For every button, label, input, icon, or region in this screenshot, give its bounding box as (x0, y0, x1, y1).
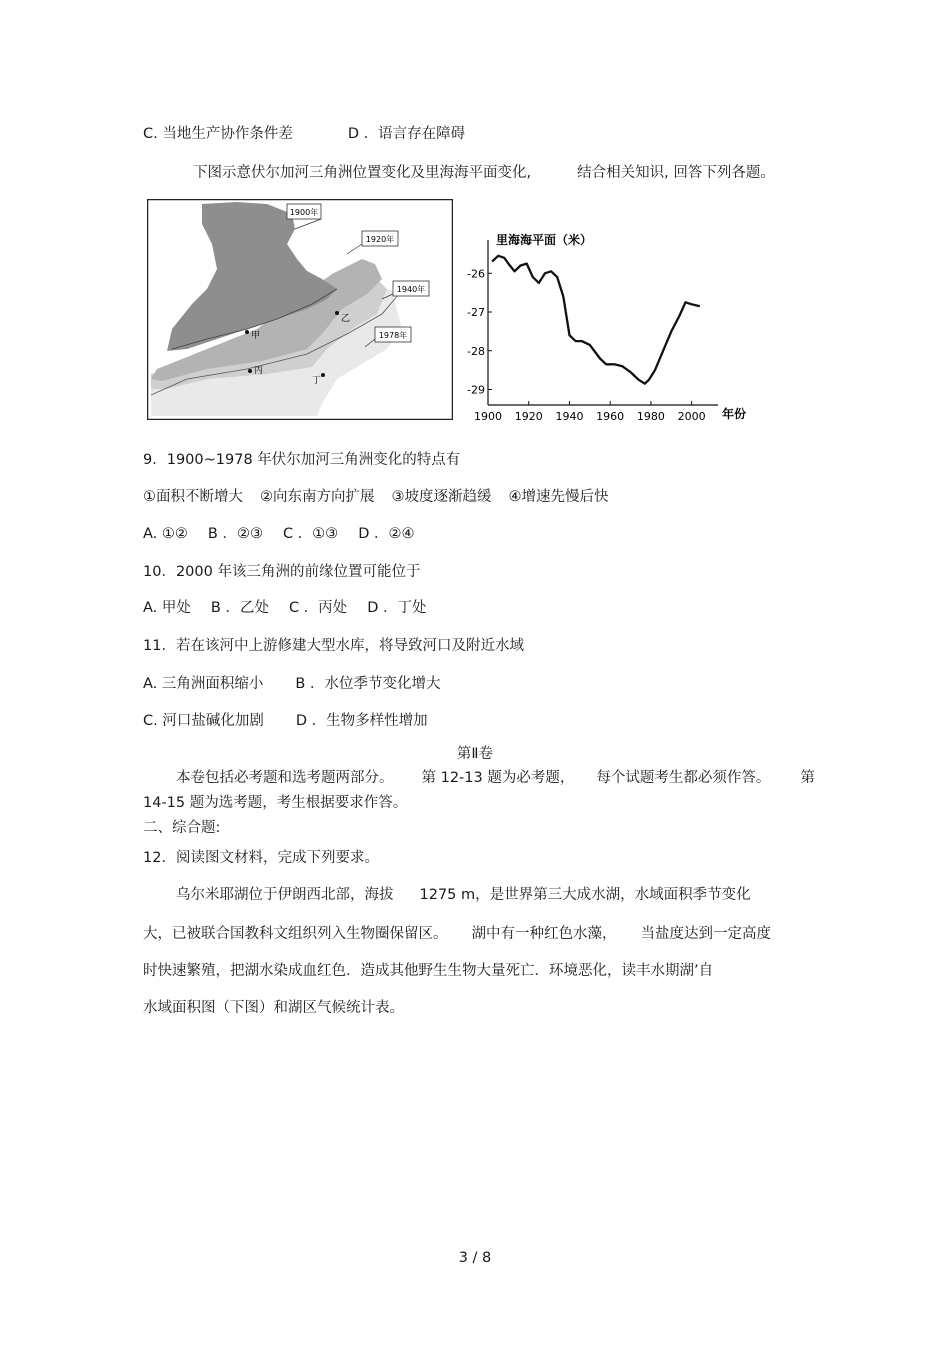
q10-option-d: D ．丁处 (367, 600, 427, 616)
label-1978: 1978年 (378, 331, 408, 340)
q11-stem: 11．若在该河中上游修建大型水库，将导致河口及附近水域 (143, 638, 524, 654)
q9-items (143, 487, 609, 507)
x-axis-label: 年份 (722, 407, 747, 421)
q12-paragraph-line1: 乌尔米耶湖位于伊朗西北部，海拔 1275 m，是世界第三大成水湖，水域面积季节变化 (176, 887, 751, 903)
section-2-heading: 二、综合题: (143, 820, 221, 836)
x-axis-ticks (474, 401, 706, 423)
volga-delta-map (147, 199, 453, 420)
q11-options-cd (143, 711, 428, 731)
q9-item-2: ②向东南方向扩展 (260, 489, 375, 505)
sea-level-line (492, 256, 700, 384)
x-tick-label: 1960 (596, 410, 625, 423)
q10-option-b: B ．乙处 (210, 600, 269, 616)
label-1900: 1900年 (289, 208, 319, 217)
q9-options (143, 524, 414, 544)
section-2-desc-line2: 14-15 题为选考题，考生根据要求作答。 (143, 795, 408, 811)
option-d: D ．语言存在障碍 (347, 126, 466, 142)
x-tick-label: 1980 (636, 410, 665, 423)
label-1940: 1940年 (396, 285, 426, 294)
question-8-options-cd (143, 124, 465, 144)
point-bing: 丙 (254, 366, 264, 376)
q11-option-b: B ．水位季节变化增大 (295, 676, 441, 692)
q10-option-a: A. 甲处 (143, 600, 191, 616)
option-c: C. 当地生产协作条件差 (143, 126, 293, 142)
caspian-sea-level-chart (462, 222, 770, 430)
point-ding: 丁 (312, 376, 322, 386)
q11-option-c: C. 河口盐碱化加剧 (143, 713, 264, 729)
q9-item-3: ③坡度逐渐趋缓 (391, 489, 492, 505)
x-tick-label: 1920 (514, 410, 543, 423)
q9-item-4: ④增速先慢后快 (508, 489, 609, 505)
chart-title: 里海海平面（米） (496, 233, 593, 247)
point-jia: 甲 (251, 331, 261, 341)
q10-option-c: C ．丙处 (288, 600, 348, 616)
x-tick-label: 1940 (555, 410, 584, 423)
y-tick-label: -29 (467, 383, 485, 397)
q9-item-1: ①面积不断增大 (143, 489, 243, 505)
x-tick-label: 2000 (677, 410, 706, 423)
q10-stem: 10．2000 年该三角洲的前缘位置可能位于 (143, 564, 421, 580)
q12-stem: 12．阅读图文材料，完成下列要求。 (143, 850, 379, 866)
y-tick-label: -27 (467, 306, 485, 319)
q12-paragraph-line4: 水域面积图（下图）和湖区气候统计表。 (143, 1000, 404, 1016)
section-2-title: 第Ⅱ卷 (456, 746, 494, 762)
y-tick-label: -28 (467, 344, 485, 358)
section-2-desc: 本卷包括必考题和选考题两部分。 第 12-13 题为必考题， 每个试题考生都必须作答。 第 (176, 770, 815, 786)
q9-stem: 9．1900~1978 年伏尔加河三角洲变化的特点有 (143, 452, 461, 468)
q11-options-ab (143, 674, 440, 694)
q9-option-a: A. ①② (143, 526, 188, 542)
q9-option-b: B ．②③ (207, 526, 263, 542)
q10-options (143, 598, 426, 618)
x-tick-label: 1900 (474, 410, 502, 423)
q11-option-d: D ．生物多样性增加 (295, 713, 428, 729)
q11-option-a: A. 三角洲面积缩小 (143, 676, 264, 692)
figure-intro: 下图示意伏尔加河三角洲位置变化及里海海平面变化, 结合相关知识, 回答下列各题。 (193, 165, 775, 181)
q12-paragraph-line2: 大，已被联合国教科文组织列入生物圈保留区。 湖中有一种红色水藻， 当盐度达到一定高度 (143, 926, 771, 942)
q12-paragraph-line3: 时快速繁殖，把湖水染成血红色．造成其他野生生物大量死亡．环境恶化，读丰水期湖’自 (143, 963, 714, 979)
page-number: 3 / 8 (458, 1250, 492, 1266)
label-1920: 1920年 (365, 235, 395, 244)
q9-option-d: D ．②④ (358, 526, 415, 542)
q9-option-c: C ．①③ (282, 526, 339, 542)
y-tick-label: -26 (467, 267, 485, 281)
point-yi: 乙 (341, 314, 351, 324)
